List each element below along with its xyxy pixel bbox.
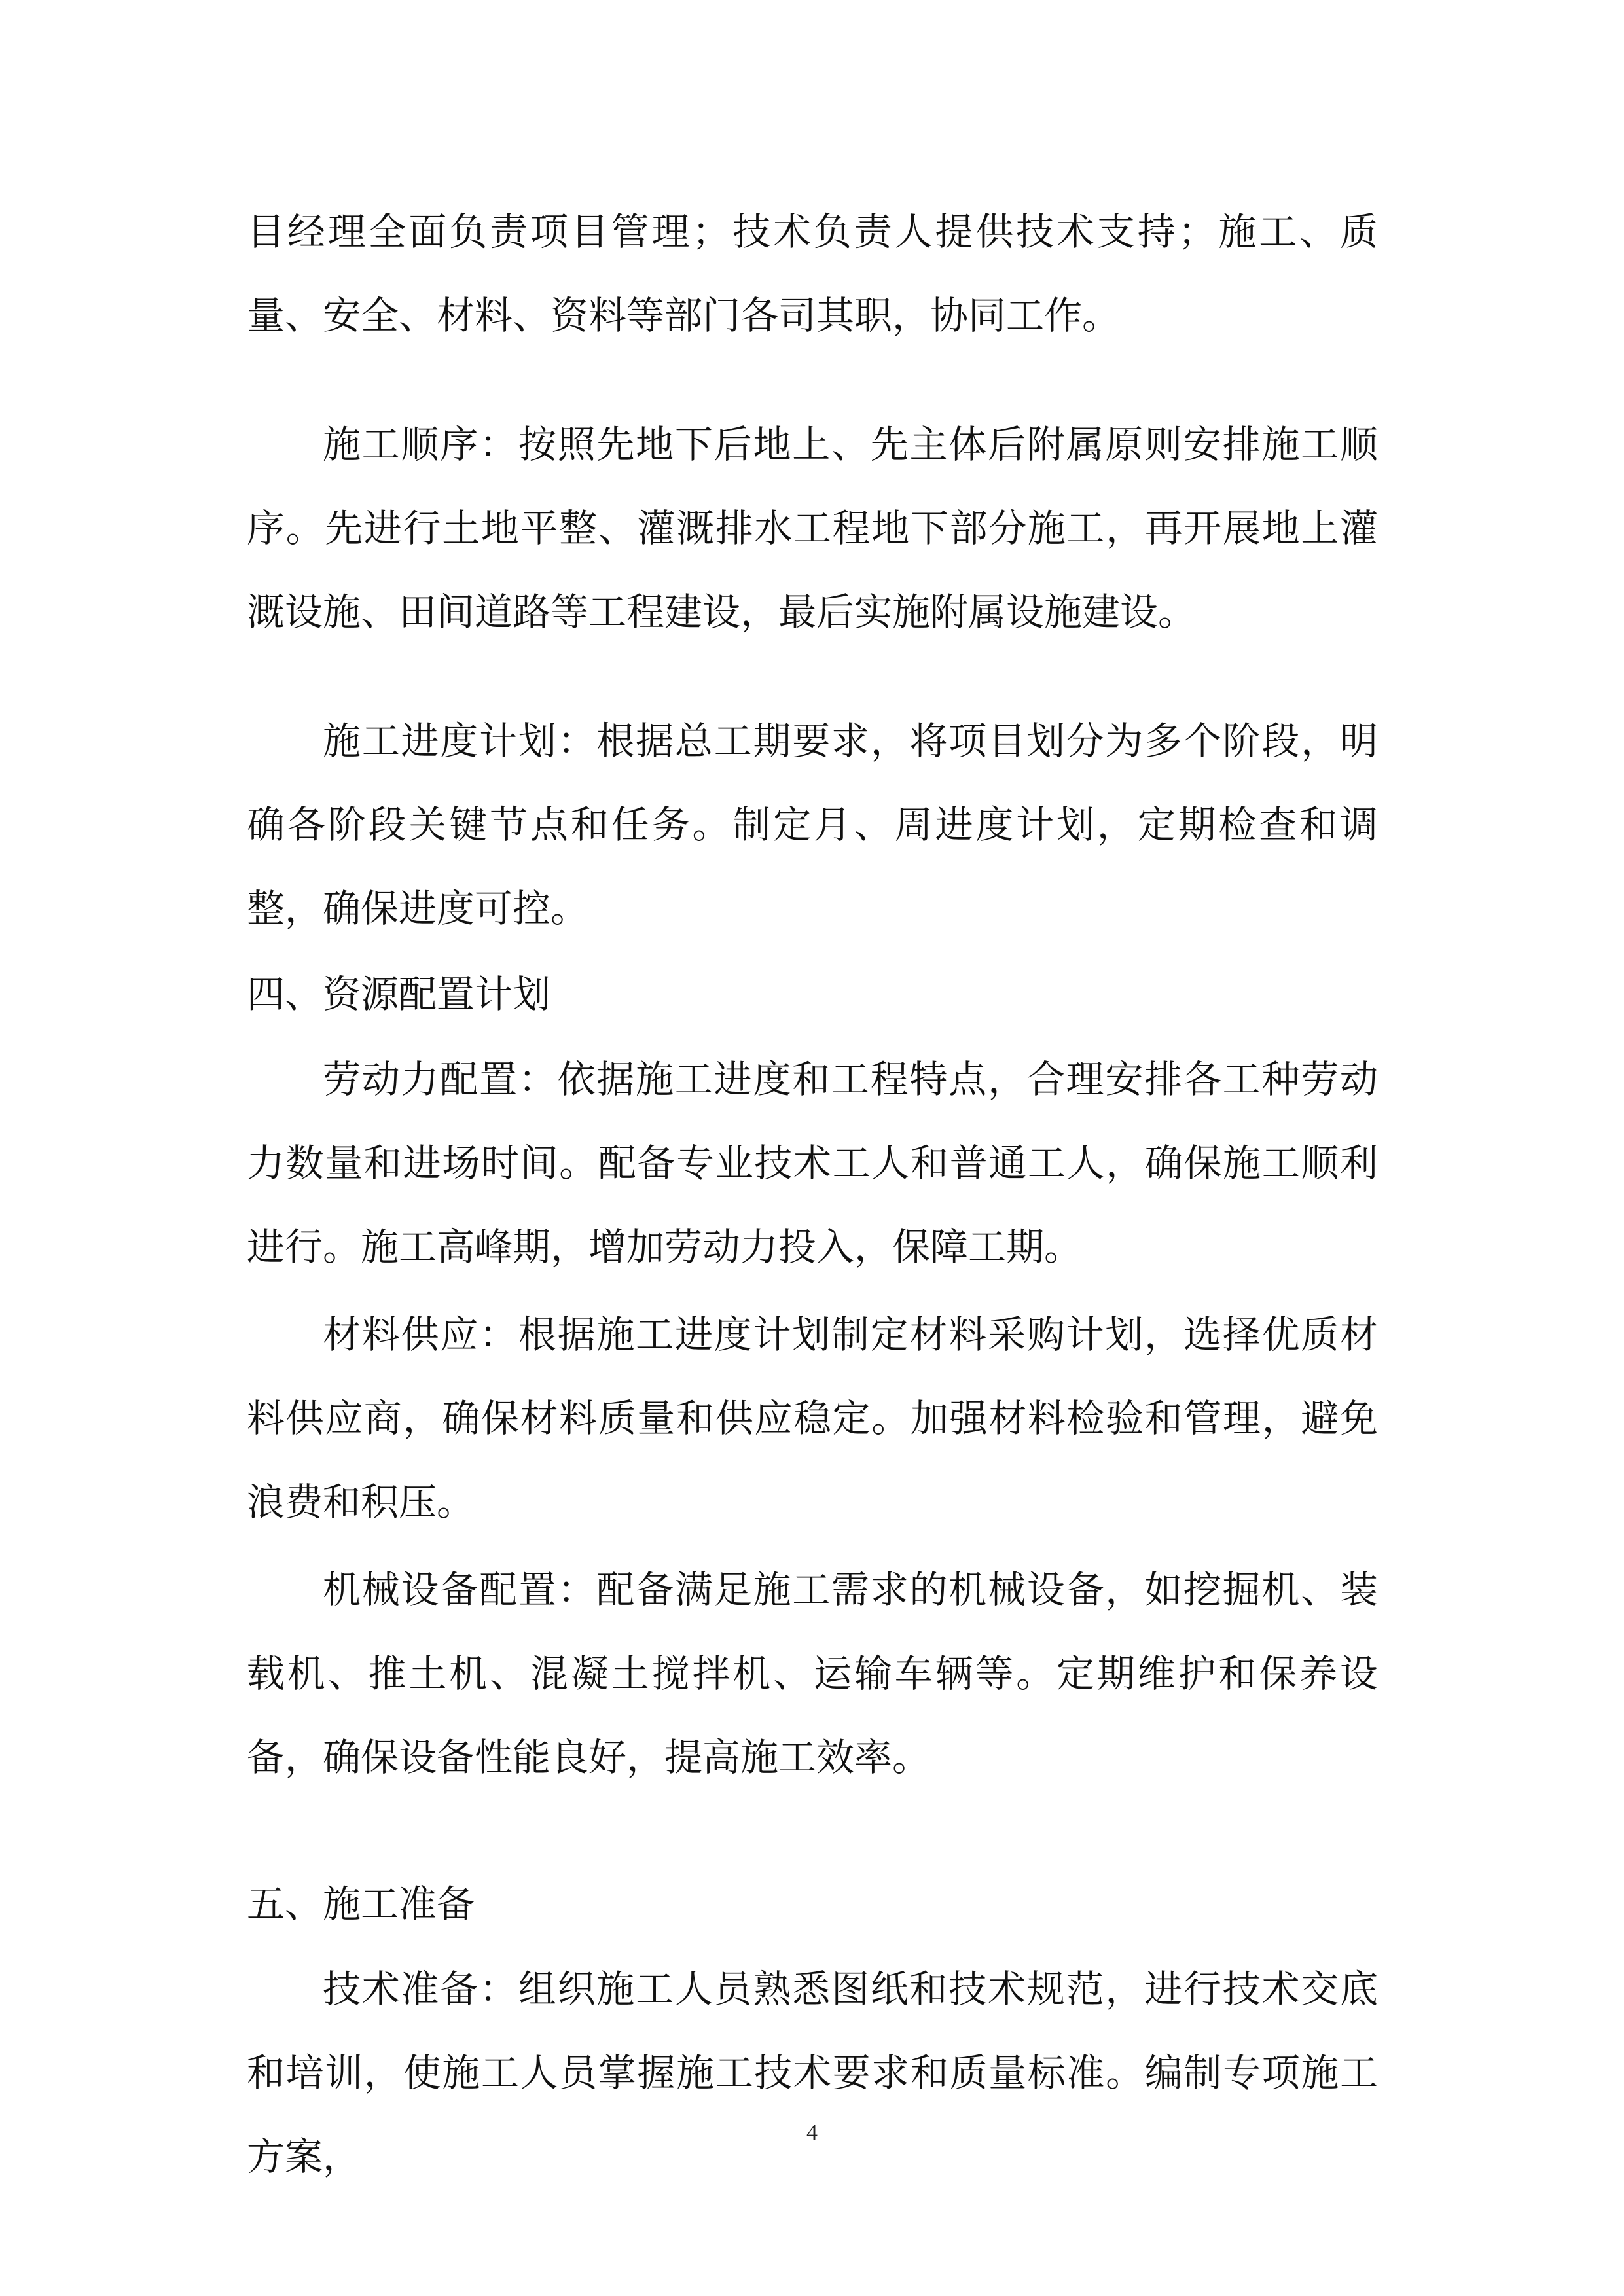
paragraph-machinery: 机械设备配置：配备满足施工需求的机械设备，如挖掘机、装载机、推土机、混凝土搅拌机、运输车辆等。定期维护和保养设备，确保设备性能良好，提高施工效率。 (247, 1568, 1378, 1780)
paragraph-schedule-plan: 施工进度计划：根据总工期要求，将项目划分为多个阶段，明确各阶段关键节点和任务。制定月、周进度计划，定期检查和调整，确保进度可控。 (247, 719, 1378, 931)
paragraph-construction-sequence: 施工顺序：按照先地下后地上、先主体后附属原则安排施工顺序。先进行土地平整、灌溉排水工程地下部分施工，再开展地上灌溉设施、田间道路等工程建设，最后实施附属设施建设。 (247, 422, 1378, 634)
section-five-heading: 五、施工准备 (247, 1882, 475, 1926)
block-section-five (247, 1862, 1378, 1946)
paragraph-continuation: 目经理全面负责项目管理；技术负责人提供技术支持；施工、质量、安全、材料、资料等部门各司其职，协同工作。 (247, 209, 1378, 338)
block-machinery (247, 1548, 1378, 1799)
paragraph-materials: 材料供应：根据施工进度计划制定材料采购计划，选择优质材料供应商，确保材料质量和供应稳定。加强材料检验和管理，避免浪费和积压。 (247, 1312, 1378, 1524)
block-project-organization (247, 190, 1378, 357)
paragraph-technical-prep: 技术准备：组织施工人员熟悉图纸和技术规范，进行技术交底和培训，使施工人员掌握施工技术要求和质量标准。编制专项施工方案， (247, 1967, 1378, 2179)
page-number: 4 (806, 2121, 818, 2145)
block-section-four (247, 952, 1378, 1036)
block-construction-sequence (247, 403, 1378, 654)
block-labor (247, 1037, 1378, 1289)
block-materials (247, 1293, 1378, 1544)
block-schedule-plan (247, 699, 1378, 950)
section-four-heading: 四、资源配置计划 (247, 972, 551, 1016)
block-technical-prep (247, 1947, 1378, 2198)
paragraph-labor: 劳动力配置：依据施工进度和工程特点，合理安排各工种劳动力数量和进场时间。配备专业技术工人和普通工人，确保施工顺利进行。施工高峰期，增加劳动力投入，保障工期。 (247, 1057, 1378, 1269)
